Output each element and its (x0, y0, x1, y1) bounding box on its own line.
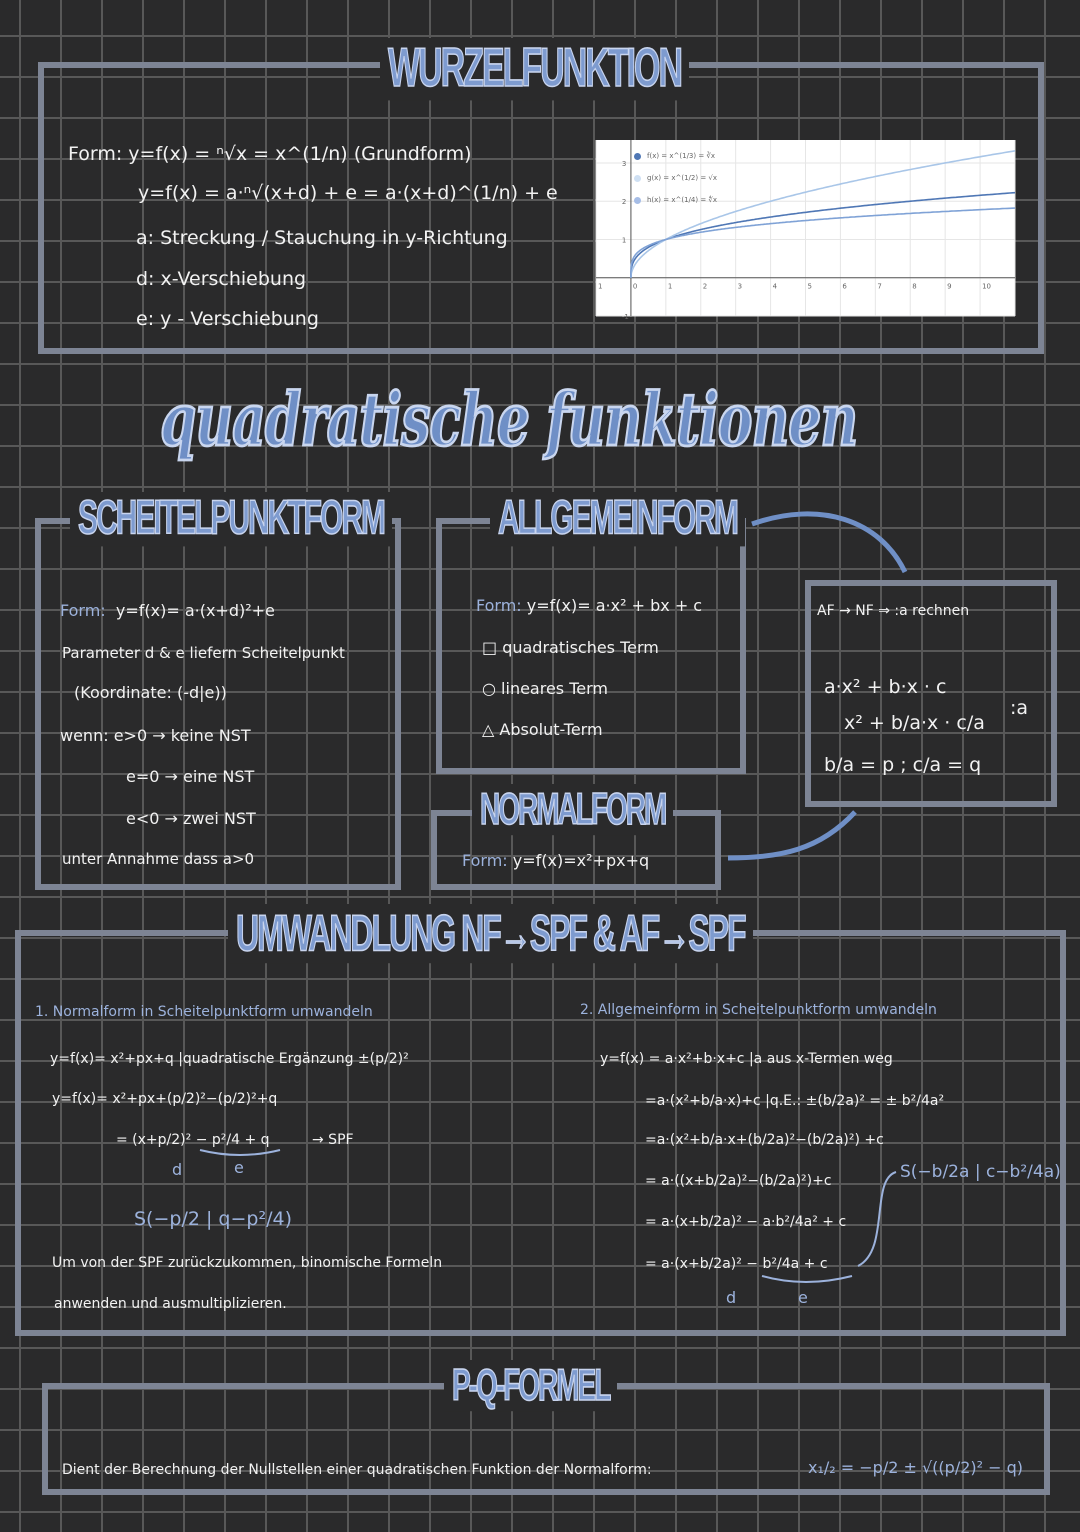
umw-left-note: anwenden und ausmultiplizieren. (54, 1296, 287, 1312)
af-item: ○ lineares Term (482, 679, 608, 698)
spf-title: SCHEITELPUNKTFORM (70, 492, 392, 546)
afnf-heading: AF → NF ⇒ :a rechnen (817, 603, 970, 619)
x-tick-label: 8 (912, 282, 917, 291)
spf-line: e=0 → eine NST (126, 767, 255, 786)
form-formula: y=f(x)= a·(x+d)²+e (115, 601, 275, 620)
d-label: d (726, 1288, 737, 1307)
umw-right-line: =a·(x²+b/a·x+(b/2a)²−(b/2a)²) +c (645, 1132, 884, 1148)
umw-right-line: =a·(x²+b/a·x)+c |q.E.: ±(b/2a)² = ± b²/4a² (645, 1093, 945, 1109)
form-formula: y=f(x)= a·x² + bx + c (526, 596, 703, 615)
spf-line: wenn: e>0 → keine NST (60, 726, 251, 745)
wurzel-line: y=f(x) = a·ⁿ√(x+d) + e = a·(x+d)^(1/n) + e (138, 182, 558, 204)
legend-label: h(x) = x^(1/4) = ∜x (647, 196, 718, 204)
spf-line: Parameter d & e liefern Scheitelpunkt (62, 644, 345, 662)
x-tick-label: 1 (598, 282, 603, 291)
form-formula: y=f(x)=x²+px+q (512, 851, 650, 870)
form-label: Form: (476, 596, 522, 615)
umw-left-spf: → SPF (312, 1132, 354, 1148)
spf-line: unter Annahme dass a>0 (62, 850, 255, 868)
wurzel-line: a: Streckung / Stauchung in y-Richtung (136, 227, 508, 249)
afnf-line: x² + b/a·x · c/a (844, 712, 985, 734)
afnf-line: b/a = p ; c/a = q (824, 754, 982, 776)
af-item: △ Absolut-Term (482, 720, 603, 739)
umw-right-line: y=f(x) = a·x²+b·x+c |a aus x-Termen weg (600, 1051, 893, 1067)
umw-right-line: = a·((x+b/2a)²−(b/2a)²)+c (645, 1173, 832, 1189)
x-tick-label: 2 (702, 282, 708, 291)
y-tick-label: 3 (621, 159, 627, 168)
umw-left-heading: 1. Normalform in Scheitelpunktform umwandeln (35, 1004, 373, 1020)
umw-right-line: = a·(x+b/2a)² − a·b²/4a² + c (645, 1214, 847, 1230)
e-label: e (234, 1158, 244, 1177)
arrow-af-to-afnf (752, 514, 905, 572)
umw-right-vertex: S(−b/2a | c−b²/4a) (900, 1162, 1061, 1182)
wurzel-title: WURZELFUNKTION (380, 38, 689, 100)
y-tick-label: 1 (621, 236, 627, 245)
af-item: □ quadratisches Term (482, 638, 659, 657)
af-title: ALLGEMEINFORM (490, 492, 745, 546)
nf-title: NORMALFORM (472, 784, 673, 835)
y-tick-label: -1 (621, 313, 629, 321)
brace-right-e (762, 1276, 852, 1282)
wurzel-line: Form: y=f(x) = ⁿ√x = x^(1/n) (Grundform) (68, 143, 472, 165)
umw-left-line: y=f(x)= x²+px+q |quadratische Ergänzung ±(p/2)² (50, 1051, 409, 1067)
x-tick-label: 7 (877, 282, 882, 291)
x-tick-label: 1 (667, 282, 673, 291)
x-tick-label: 4 (772, 282, 778, 291)
arrow-afnf-to-nf (728, 812, 855, 858)
brace-left-e (200, 1150, 280, 1155)
x-tick-label: 10 (982, 282, 992, 291)
umw-left-line: y=f(x)= x²+px+(p/2)²−(p/2)²+q (52, 1091, 278, 1107)
pq-text: Dient der Berechnung der Nullstellen einer quadratischen Funktion der Normalform: (62, 1462, 652, 1478)
pq-formula: x₁/₂ = −p/2 ± √((p/2)² − q) (808, 1458, 1024, 1477)
spf-line: (Koordinate: (-d|e)) (74, 683, 227, 702)
umw-left-note: Um von der SPF zurückzukommen, binomische Formeln (52, 1255, 443, 1271)
umw-right-heading: 2. Allgemeinform in Scheitelpunktform umwandeln (580, 1002, 937, 1018)
wurzel-line: e: y - Verschiebung (136, 308, 319, 330)
form-label: Form: (462, 851, 508, 870)
pq-title: P-Q-FORMEL (444, 1360, 617, 1411)
legend-label: g(x) = x^(1/2) = √x (647, 174, 718, 182)
umw-right-line: = a·(x+b/2a)² − b²/4a + c (645, 1256, 828, 1272)
x-tick-label: 9 (947, 282, 952, 291)
x-tick-label: 6 (842, 282, 847, 291)
x-tick-label: 0 (632, 282, 638, 291)
umw-title: UMWANDLUNG NF→SPF & AF→SPF (228, 904, 753, 963)
e-label: e (798, 1288, 808, 1307)
x-tick-label: 3 (737, 282, 743, 291)
arrow-to-vertex (858, 1172, 896, 1266)
d-label: d (172, 1160, 183, 1179)
y-tick-label: 2 (621, 198, 627, 207)
x-tick-label: 5 (807, 282, 812, 291)
legend-label: f(x) = x^(1/3) = ∛x (647, 152, 716, 160)
spf-line: e<0 → zwei NST (126, 809, 256, 828)
umw-left-line: = (x+p/2)² − p²/4 + q (116, 1132, 270, 1148)
wurzel-line: d: x-Verschiebung (136, 268, 307, 290)
umw-left-vertex: S(−p/2 | q−p²/4) (134, 1208, 292, 1230)
afnf-divide: :a (1010, 697, 1029, 719)
afnf-line: a·x² + b·x · c (824, 676, 947, 698)
form-label: Form: (60, 601, 106, 620)
main-title: quadratische funktionen (160, 378, 858, 464)
